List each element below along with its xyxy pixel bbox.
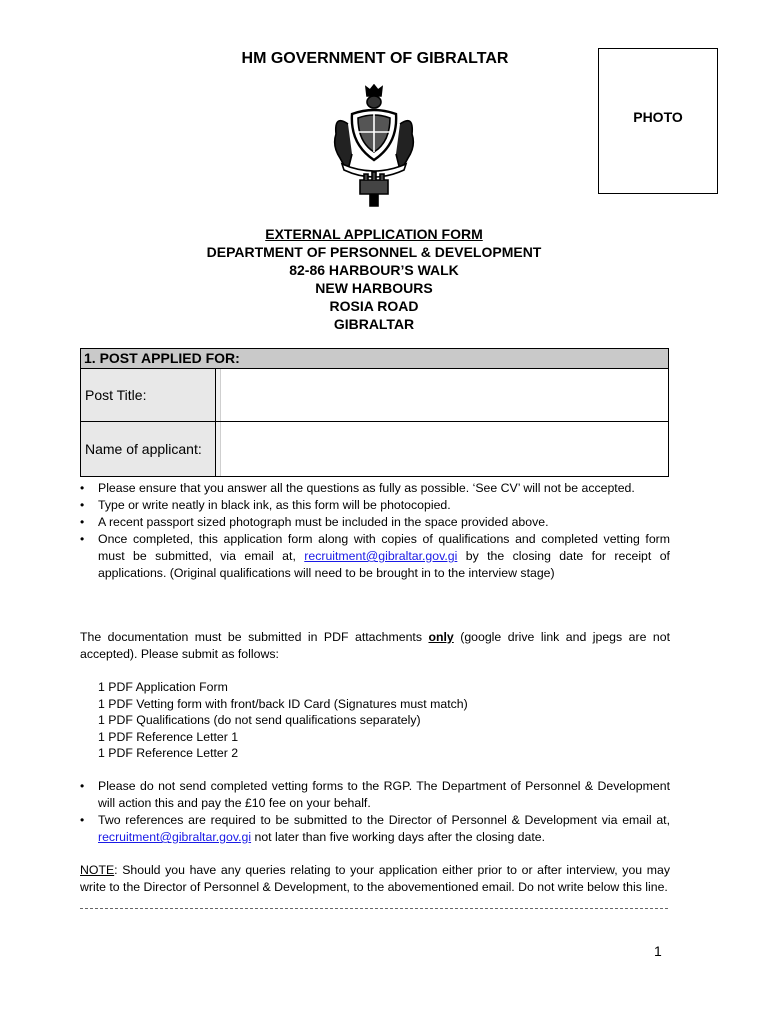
note-label: NOTE bbox=[80, 863, 115, 877]
instructions-list bbox=[80, 480, 670, 582]
note-colon: : bbox=[114, 863, 118, 877]
list-item: 1 PDF Qualifications (do not send qualifications separately) bbox=[98, 713, 421, 728]
post-applied-table bbox=[80, 348, 669, 477]
list-item: • Please ensure that you answer all the questions as fully as possible. ‘See CV’ will not be accepted. bbox=[80, 480, 670, 497]
address-line-4: GIBRALTAR bbox=[333, 316, 415, 332]
list-item: 1 PDF Application Form bbox=[98, 680, 228, 694]
form-title: EXTERNAL APPLICATION FORM bbox=[265, 226, 483, 242]
address-line-2: NEW HARBOURS bbox=[315, 280, 433, 296]
form-heading bbox=[100, 225, 648, 333]
list-item: • Please do not send completed vetting forms to the RGP. The Department of Personnel & Development will action this and pay the £10 fee on your behalf. bbox=[80, 778, 670, 812]
applicant-name-label: Name of applicant: bbox=[81, 422, 216, 476]
address-line-3: ROSIA ROAD bbox=[329, 298, 419, 314]
address-line-1: 82-86 HARBOUR’S WALK bbox=[289, 262, 459, 278]
table-row bbox=[81, 422, 668, 476]
instruction-text: not later than five working days after the closing date. bbox=[251, 830, 545, 844]
list-item bbox=[80, 531, 670, 582]
note-paragraph bbox=[80, 862, 670, 896]
list-item: 1 PDF Reference Letter 2 bbox=[98, 746, 239, 761]
section-header: 1. POST APPLIED FOR: bbox=[81, 349, 668, 369]
post-title-field[interactable] bbox=[221, 369, 668, 421]
department-name: DEPARTMENT OF PERSONNEL & DEVELOPMENT bbox=[206, 244, 542, 260]
note-text: Should you have any queries relating to your application either prior to or after interview, you may write to the Director of Personnel & Development, to the abovementioned email. Do not write below this line. bbox=[80, 863, 670, 894]
page-number: 1 bbox=[654, 943, 662, 959]
photo-label: PHOTO bbox=[633, 109, 683, 125]
pdf-list bbox=[98, 679, 598, 762]
table-row bbox=[81, 369, 668, 422]
list-item bbox=[80, 812, 670, 846]
documentation-emphasis: only bbox=[428, 630, 454, 644]
documentation-paragraph bbox=[80, 629, 670, 663]
post-title-label: Post Title: bbox=[81, 369, 216, 421]
instruction-text: Once completed, this application form along with copies of qualifications and completed vetting form must be submitted, via email at, bbox=[98, 532, 670, 563]
instruction-text: Two references are required to be submitted to the Director of Personnel & Development via email at, bbox=[98, 813, 670, 827]
applicant-name-field[interactable] bbox=[221, 422, 668, 476]
recruitment-email-link[interactable]: recruitment@gibraltar.gov.gi bbox=[98, 830, 252, 844]
additional-instructions-list bbox=[80, 778, 670, 846]
list-item: 1 PDF Reference Letter 1 bbox=[98, 729, 239, 744]
instruction-text: by the closing date for receipt of applications. (Original qualifications will need to be brought in to the interview stage) bbox=[98, 549, 670, 580]
list-item: 1 PDF Vetting form with front/back ID Card (Signatures must match) bbox=[98, 696, 468, 711]
list-item: • A recent passport sized photograph must be included in the space provided above. bbox=[80, 514, 670, 531]
photo-placeholder[interactable] bbox=[598, 48, 718, 194]
documentation-text: (google drive link and jpegs are not accepted). Please submit as follows: bbox=[80, 630, 670, 661]
list-item: • Type or write neatly in black ink, as this form will be photocopied. bbox=[80, 497, 670, 514]
recruitment-email-link[interactable]: recruitment@gibraltar.gov.gi bbox=[304, 549, 458, 563]
cut-line-divider bbox=[80, 908, 668, 909]
royal-coat-of-arms-icon bbox=[326, 84, 422, 208]
government-title: HM GOVERNMENT OF GIBRALTAR bbox=[241, 50, 509, 67]
documentation-text: The documentation must be submitted in PDF attachments bbox=[80, 630, 429, 644]
